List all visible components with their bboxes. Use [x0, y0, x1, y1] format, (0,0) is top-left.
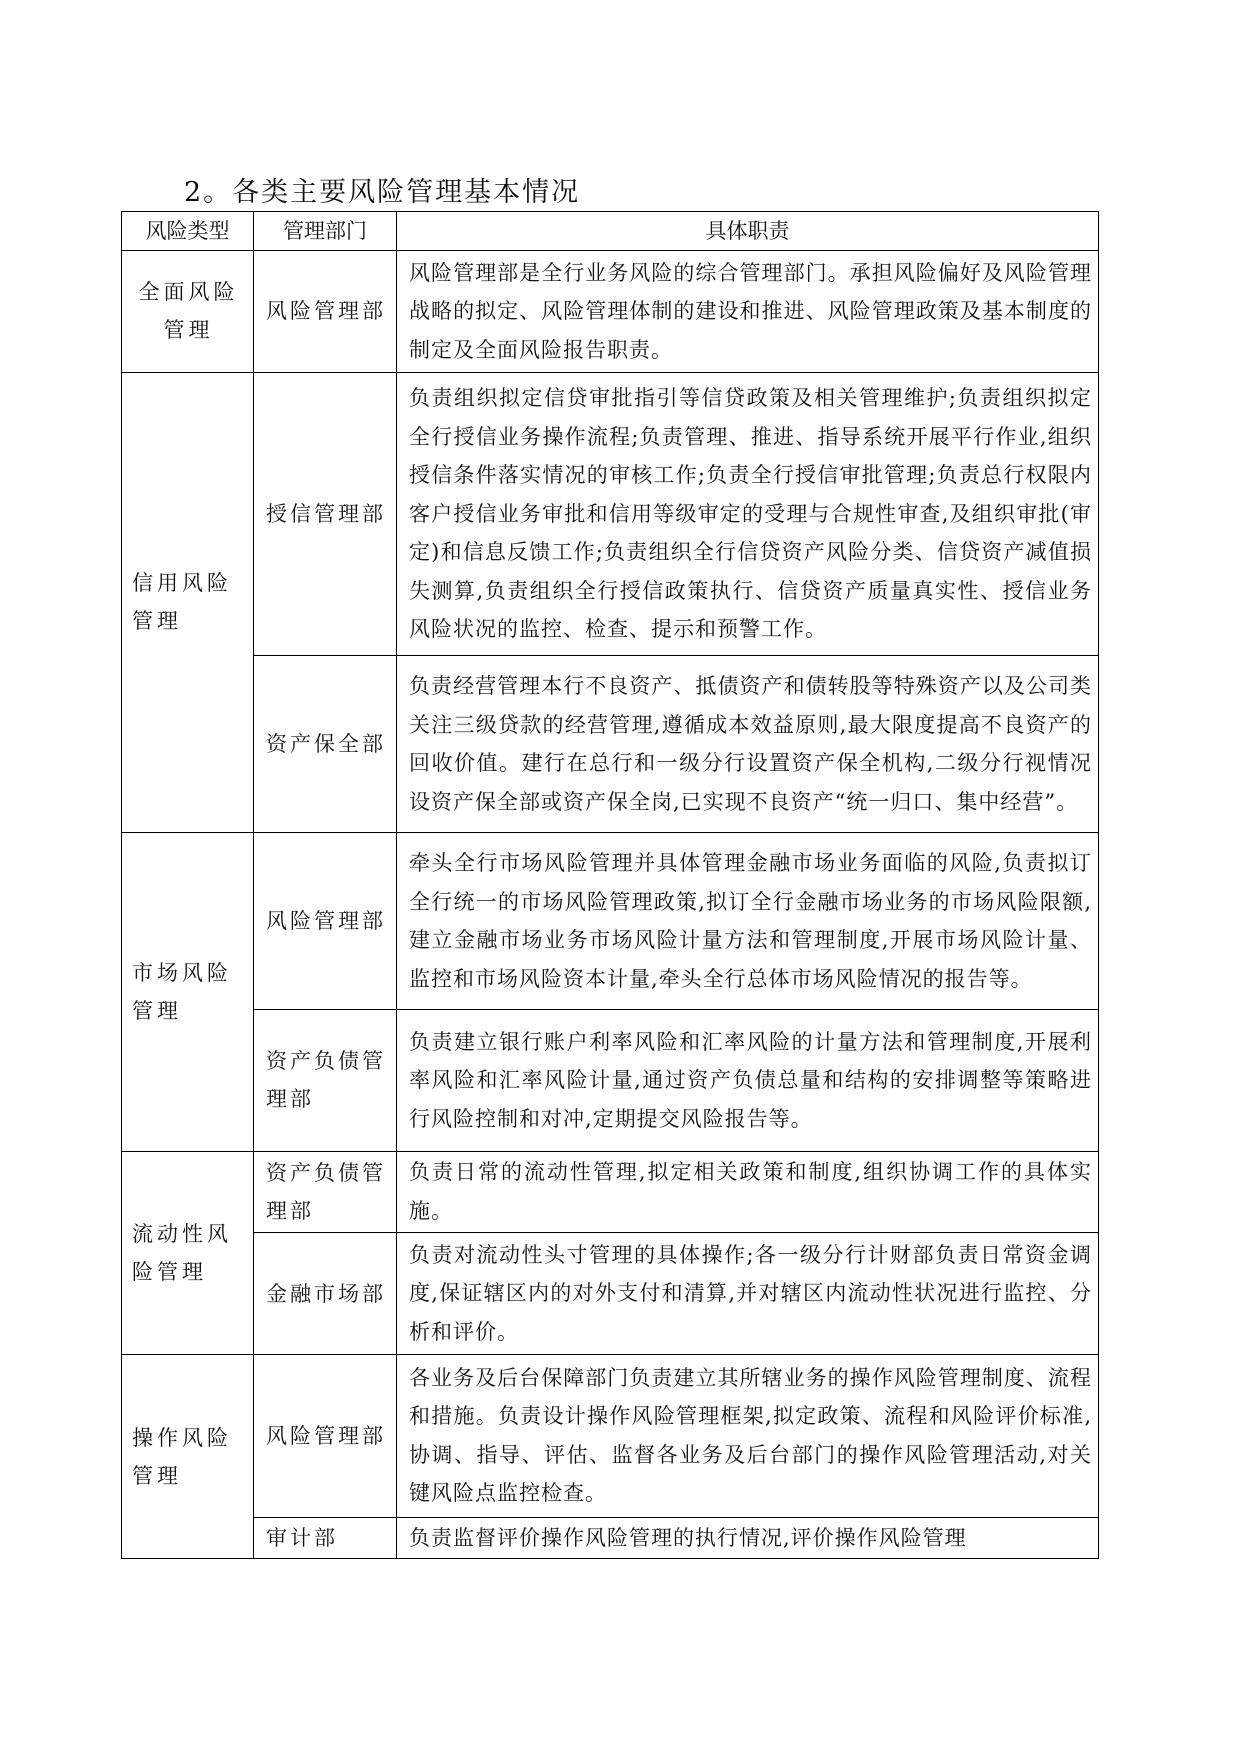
duty-cell: 负责经营管理本行不良资产、抵债资产和债转股等特殊资产以及公司类关注三级贷款的经营管理,遵循成本效益原则,最大限度提高不良资产的回收价值。建行在总行和一级分行设置资产保全机构,二级分行视情况设资产保全部或资产保全岗,已实现不良资产“统一归口、集中经营”。: [397, 656, 1099, 833]
duty-cell: 风险管理部是全行业务风险的综合管理部门。承担风险偏好及风险管理战略的拟定、风险管理体制的建设和推进、风险管理政策及基本制度的制定及全面风险报告职责。: [397, 250, 1099, 372]
department-cell: 风险管理部: [254, 1355, 397, 1517]
header-duties: 具体职责: [397, 212, 1099, 251]
table-row: [122, 656, 1099, 833]
duty-cell: 负责建立银行账户利率风险和汇率风险的计量方法和管理制度,开展利率风险和汇率风险计量,通过资产负债总量和结构的安排调整等策略进行风险控制和对冲,定期提交风险报告等。: [397, 1010, 1099, 1151]
department-cell: 授信管理部: [254, 372, 397, 655]
table-row: [122, 1151, 1099, 1233]
risk-type-cell: 全面风险管理: [122, 250, 254, 372]
duty-cell: 各业务及后台保障部门负责建立其所辖业务的操作风险管理制度、流程和措施。负责设计操作风险管理框架,拟定政策、流程和风险评价标准,协调、指导、评估、监督各业务及后台部门的操作风险管理活动,对关键风险点监控检查。: [397, 1355, 1099, 1517]
table-header-row: [122, 212, 1099, 251]
department-cell: 风险管理部: [254, 833, 397, 1010]
table-row: [122, 1233, 1099, 1355]
table-row: [122, 1517, 1099, 1558]
header-risk-type: 风险类型: [122, 212, 254, 251]
department-cell: 资产保全部: [254, 656, 397, 833]
duty-cell: 牵头全行市场风险管理并具体管理金融市场业务面临的风险,负责拟订全行统一的市场风险管理政策,拟订全行金融市场业务的市场风险限额,建立金融市场业务市场风险计量方法和管理制度,开展市场风险计量、监控和市场风险资本计量,牵头全行总体市场风险情况的报告等。: [397, 833, 1099, 1010]
department-cell: 资产负债管理部: [254, 1010, 397, 1151]
risk-type-cell: 信用风险管理: [122, 372, 254, 832]
duty-cell: 负责对流动性头寸管理的具体操作;各一级分行计财部负责日常资金调度,保证辖区内的对外支付和清算,并对辖区内流动性状况进行监控、分析和评价。: [397, 1233, 1099, 1355]
duty-cell: 负责监督评价操作风险管理的执行情况,评价操作风险管理: [397, 1517, 1099, 1558]
table-row: [122, 250, 1099, 372]
risk-type-cell: 操作风险管理: [122, 1355, 254, 1559]
table-row: [122, 1010, 1099, 1151]
department-cell: 审计部: [254, 1517, 397, 1558]
duty-cell: 负责组织拟定信贷审批指引等信贷政策及相关管理维护;负责组织拟定全行授信业务操作流程;负责管理、推进、指导系统开展平行作业,组织授信条件落实情况的审核工作;负责全行授信审批管理;负责总行权限内客户授信业务审批和信用等级审定的受理与合规性审查,及组织审批(审定)和信息反馈工作;负责组织全行信贷资产风险分类、信贷资产减值损失测算,负责组织全行授信政策执行、信贷资产质量真实性、授信业务风险状况的监控、检查、提示和预警工作。: [397, 372, 1099, 655]
risk-type-cell: 市场风险管理: [122, 833, 254, 1151]
risk-type-cell: 流动性风险管理: [122, 1151, 254, 1355]
department-cell: 金融市场部: [254, 1233, 397, 1355]
header-department: 管理部门: [254, 212, 397, 251]
risk-management-table: [121, 211, 1099, 1559]
table-row: [122, 833, 1099, 1010]
section-heading: 2。各类主要风险管理基本情况: [184, 177, 581, 208]
department-cell: 风险管理部: [254, 250, 397, 372]
table-row: [122, 1355, 1099, 1517]
department-cell: 资产负债管理部: [254, 1151, 397, 1233]
table-row: [122, 372, 1099, 655]
duty-cell: 负责日常的流动性管理,拟定相关政策和制度,组织协调工作的具体实施。: [397, 1151, 1099, 1233]
